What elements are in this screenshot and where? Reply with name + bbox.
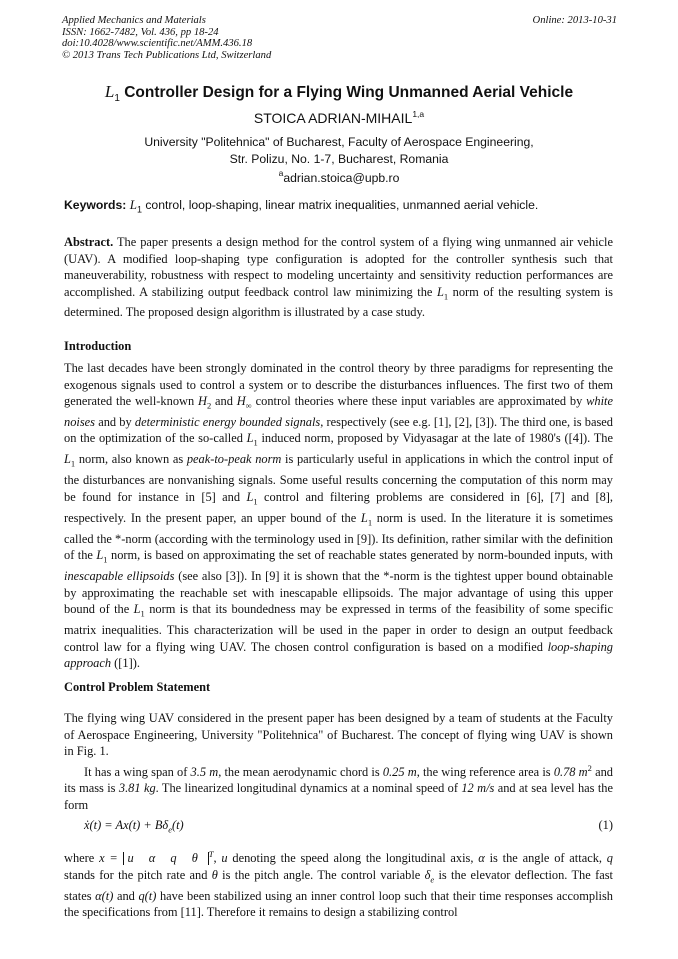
control-text: is the angle of attack,	[484, 851, 607, 866]
intro-l1: L	[133, 602, 141, 617]
var-q: q	[606, 851, 613, 866]
title-symbol: L	[104, 82, 115, 101]
online-date: Online: 2013-10-31	[532, 15, 617, 26]
intro-text: norm is used. In the literature it is sometimes called the *-norm (according with the terminology used in [9]). Its definition, rather similar with the definition of the	[64, 510, 613, 563]
intro-l1-sub: 1	[367, 517, 373, 528]
intro-h2: H	[198, 394, 207, 408]
intro-peak-norm: peak-to-peak norm	[186, 452, 282, 467]
copyright-line: © 2013 Trans Tech Publications Ltd, Switzerland	[62, 49, 272, 61]
intro-text: norm, also known as	[75, 452, 187, 467]
equation-end: (t)	[171, 818, 184, 832]
introduction-body	[64, 360, 613, 672]
author-email	[0, 168, 678, 185]
state-vector: u α q θ	[123, 852, 209, 865]
control-paragraph-2	[64, 760, 613, 814]
equation-number: (1)	[598, 818, 613, 832]
email-sup: a	[278, 168, 284, 178]
intro-text: control and filtering problems are considered in [6], [7] and [8], respectively. In the present paper, an upper bound of the	[64, 489, 613, 525]
var-theta: θ	[211, 867, 218, 882]
intro-l1-sub: 1	[253, 496, 258, 507]
control-text: ,	[213, 851, 222, 866]
intro-l1-sub: 1	[253, 437, 258, 448]
var-u: u	[221, 851, 228, 866]
vector-transpose: T	[208, 849, 214, 859]
intro-text: and	[211, 394, 237, 408]
control-text: have been stabilized using an inner control loop such that their time responses accomplish the specifications from [11]. Therefore it remains to design a stabilizing control	[64, 888, 613, 920]
control-heading: Control Problem Statement	[64, 680, 211, 694]
intro-l1: L	[246, 489, 254, 504]
intro-l1: L	[246, 431, 254, 446]
equation-body: ẋ(t) = Ax(t) + Bδ	[84, 818, 169, 832]
author	[0, 109, 678, 126]
intro-text: ([1]).	[111, 656, 140, 671]
state-x: x =	[99, 851, 123, 866]
keywords-label: Keywords:	[64, 198, 127, 212]
control-text: , the wing reference area is	[416, 764, 554, 779]
intro-loop-shaping: loop-shaping approach	[64, 639, 613, 671]
intro-l1: L	[96, 548, 104, 563]
area-sup: 2	[587, 762, 592, 773]
var-alpha: α	[478, 851, 485, 866]
author-sup: 1,a	[412, 109, 425, 119]
equation-sub: e	[168, 824, 172, 835]
issn-line: ISSN: 1662-7482, Vol. 436, pp 18-24	[62, 26, 219, 38]
var-delta-sub: e	[430, 874, 435, 885]
control-text: denoting the speed along the longitudinal axis,	[227, 851, 479, 866]
speed-value: 12 m/s	[461, 781, 495, 796]
control-text: is the elevator deflection. The fast states	[64, 867, 613, 903]
var-delta: δ	[424, 867, 431, 882]
affiliation-line-1: University "Politehnica" of Bucharest, Faculty of Aerospace Engineering,	[144, 135, 534, 149]
doi-line[interactable]: doi:10.4028/www.scientific.net/AMM.436.18	[62, 38, 253, 50]
publication-header	[62, 15, 617, 61]
intro-energy-signals: deterministic energy bounded signals	[134, 414, 321, 429]
intro-text: is particularly useful in applications in which the control input of the disturbances are nonvanishing signals. Some useful results concerning the computation of this norm may be found for instance in [5] and	[64, 452, 613, 504]
intro-l1-sub: 1	[140, 608, 145, 619]
intro-l1-sub: 1	[70, 458, 76, 469]
paper-title	[0, 82, 678, 104]
intro-text: and by	[94, 414, 135, 429]
abstract	[64, 234, 613, 321]
chord-value: 0.25 m	[382, 764, 417, 779]
control-text: is the pitch angle. The control variable	[217, 867, 425, 882]
intro-white-noises: white noises	[64, 394, 613, 429]
equation-1	[84, 818, 613, 834]
intro-text: control theories where these input variables are approximated by	[251, 394, 587, 408]
abstract-text-1: The paper presents a design method for the control system of a flying wing unmanned air vehicle (UAV). A modified loop-shaping type configuration is adopted for the controller synthesis such that maneuverability, robustness with respect to modeling uncertainty and sensitivity reduction performances are accomplished. A stabilizing output feedback control law minimizing the	[64, 235, 613, 299]
title-subscript: 1	[114, 93, 120, 105]
control-text: stands for the pitch rate and	[64, 867, 212, 882]
intro-text: norm, is based on approximating the set of reachable states generated by norm-bounded inputs, with	[107, 548, 613, 563]
area-value: 0.78 m	[553, 764, 588, 779]
var-q-t: q(t)	[138, 888, 157, 903]
control-paragraph-1: The flying wing UAV considered in the present paper has been designed by a team of students at the Faculty of Aerospace Engineering, University "Politehnica" of Bucharest. The concept of flying wing UAV is shown in Fig. 1.	[64, 711, 613, 758]
control-text: and	[113, 888, 139, 903]
mass-value: 3.81 kg	[118, 781, 156, 796]
intro-l1: L	[360, 510, 368, 525]
control-text: and at sea level has the form	[64, 781, 613, 812]
intro-l1: L	[64, 452, 71, 467]
intro-text: , respectively (see e.g. [1], [2], [3]). The third one, is based on the optimization of the so-called	[64, 414, 613, 446]
control-text: where	[64, 851, 100, 866]
control-body-1	[64, 710, 613, 813]
control-body-2	[64, 846, 613, 921]
control-text: and its mass is	[64, 764, 613, 796]
keywords-text: control, loop-shaping, linear matrix inequalities, unmanned aerial vehicle.	[141, 198, 539, 212]
abstract-subscript: 1	[443, 290, 449, 301]
intro-ellipsoids: inescapable ellipsoids	[64, 569, 175, 584]
email-address[interactable]: adrian.stoica@upb.ro	[283, 171, 400, 185]
abstract-label: Abstract.	[64, 235, 114, 249]
abstract-text-2: norm of the resulting system is determined. The proposed design algorithm is illustrated by a case study.	[64, 284, 614, 320]
control-text: It has a wing span of	[84, 764, 191, 779]
journal-name: Applied Mechanics and Materials	[62, 15, 206, 26]
abstract-symbol: L	[436, 284, 444, 299]
intro-text: (see also [3]). In [9] it is shown that the *-norm is the tightest upper bound obtainable by approximating the reachable set with inescapable ellipsoids. The major advantage of using this upper bound of the	[64, 569, 613, 617]
control-text: , the mean aerodynamic chord is	[218, 764, 383, 779]
intro-hinf-sub: ∞	[245, 400, 252, 411]
keywords	[64, 197, 538, 214]
wing-span: 3.5 m	[190, 764, 219, 779]
affiliation-line-2: Str. Polizu, No. 1-7, Bucharest, Romania	[229, 152, 449, 166]
var-alpha-t: α(t)	[95, 888, 114, 903]
affiliation	[0, 134, 678, 168]
keywords-symbol: L	[129, 197, 137, 212]
introduction-heading: Introduction	[64, 339, 132, 353]
keywords-subscript: 1	[136, 204, 142, 215]
intro-text: The last decades have been strongly dominated in the control theory by three paradigms for representing the exogenous signals used to control a system or to describe the disturbances influences. The first two of them generated the well-known	[64, 361, 613, 408]
author-name: STOICA ADRIAN-MIHAIL	[253, 110, 413, 126]
intro-hinf: H	[236, 394, 246, 408]
control-text: . The linearized longitudinal dynamics at a nominal speed of	[155, 781, 462, 796]
intro-l1-sub: 1	[103, 554, 108, 565]
intro-h2-sub: 2	[206, 400, 212, 411]
intro-text: induced norm, proposed by Vidyasagar at the late of 1980's ([4]). The	[257, 431, 613, 446]
title-text: Controller Design for a Flying Wing Unmanned Aerial Vehicle	[119, 84, 574, 101]
intro-text: norm is that its boundedness may be expressed in terms of the feasibility of some specific matrix inequalities. This characterization will be used in the paper in order to design an output feedback control law for a flying wing UAV. The chosen control configuration is based on a modified	[64, 602, 613, 654]
